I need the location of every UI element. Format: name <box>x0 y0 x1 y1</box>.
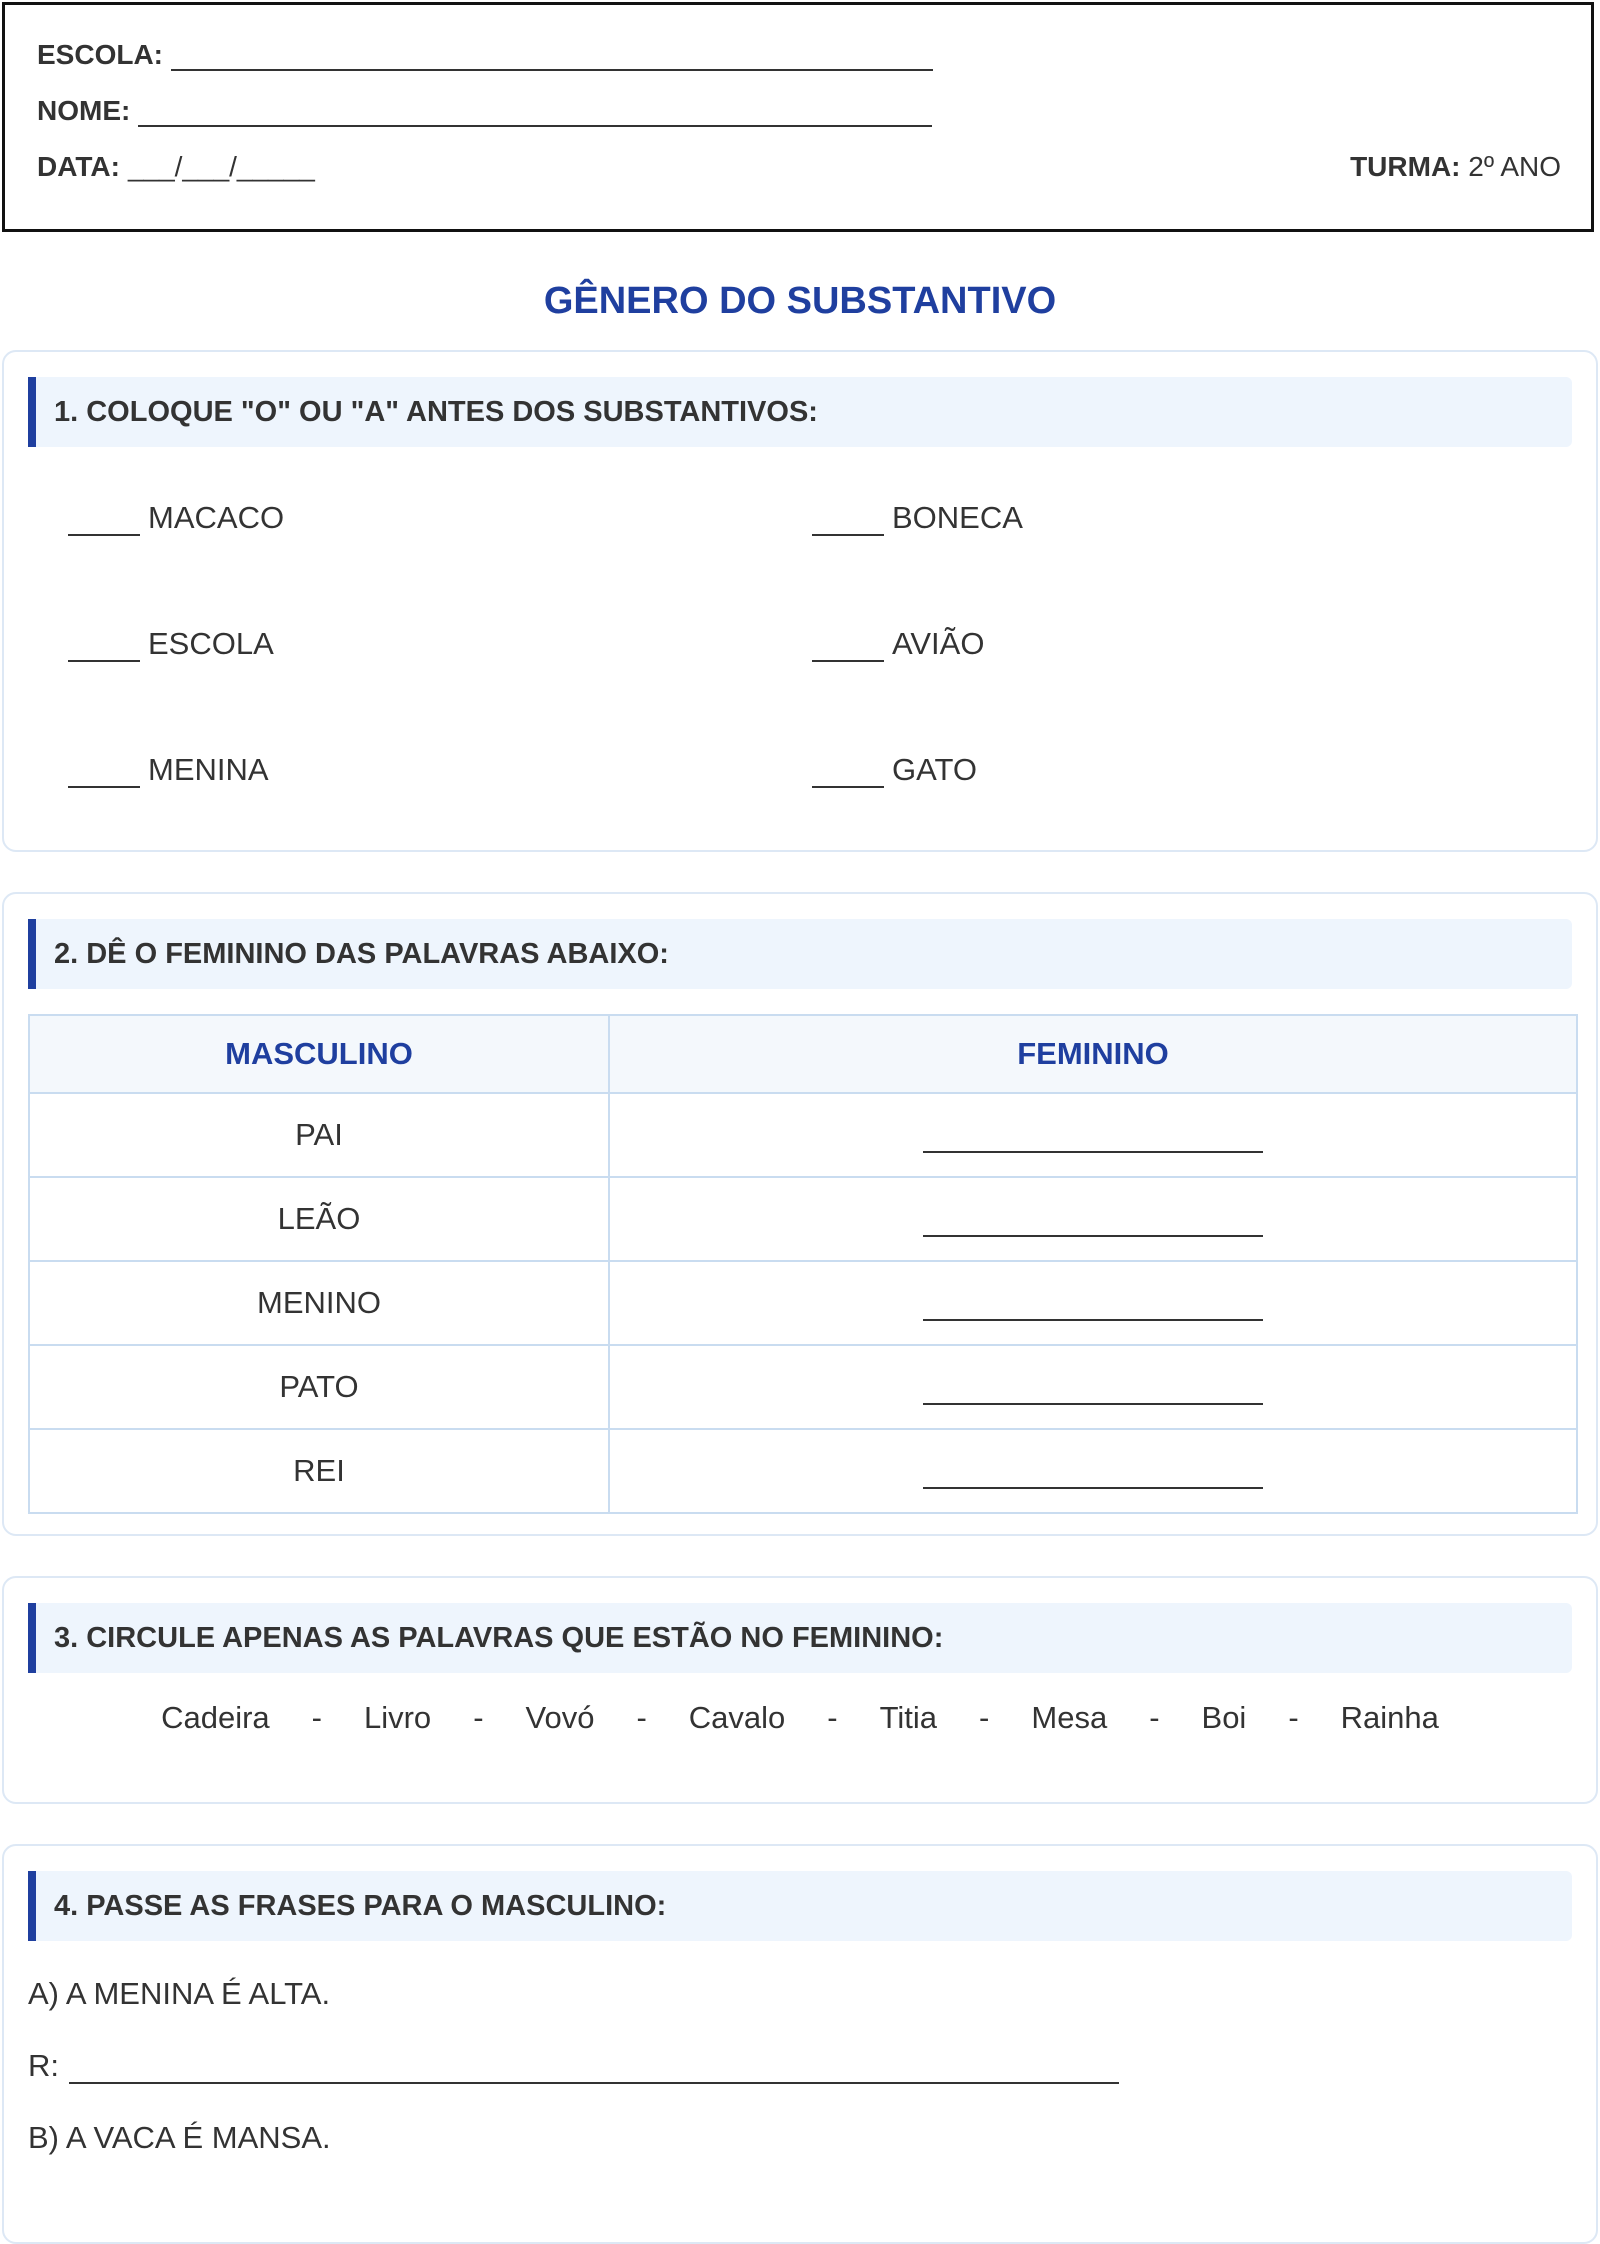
q1-item <box>68 500 284 536</box>
feminine-cell <box>609 1345 1577 1429</box>
word-option[interactable]: Titia <box>879 1700 938 1735</box>
answer-line[interactable] <box>923 1289 1263 1321</box>
word-list <box>4 1700 1596 1736</box>
answer-line[interactable] <box>923 1205 1263 1237</box>
q1-item <box>68 626 274 662</box>
q1-item <box>812 752 977 788</box>
turma-info <box>1350 151 1561 183</box>
column-header-masculino: MASCULINO <box>29 1015 609 1093</box>
word-separator: - <box>311 1700 322 1735</box>
question-1-heading: 1. COLOQUE "O" OU "A" ANTES DOS SUBSTANTIVOS: <box>28 377 1572 447</box>
answer-line[interactable] <box>923 1373 1263 1405</box>
feminine-cell <box>609 1261 1577 1345</box>
data-row <box>37 151 315 183</box>
q1-word: AVIÃO <box>892 626 985 661</box>
column-header-feminino: FEMININO <box>609 1015 1577 1093</box>
feminine-cell <box>609 1093 1577 1177</box>
question-1-card <box>2 350 1598 852</box>
article-blank[interactable] <box>68 754 140 788</box>
answer-label: R: <box>28 2048 59 2083</box>
q1-word: MACACO <box>148 500 285 535</box>
escola-field[interactable] <box>171 39 933 71</box>
word-separator: - <box>473 1700 484 1735</box>
word-option[interactable]: Mesa <box>1031 1700 1108 1735</box>
table-row <box>29 1345 1577 1429</box>
word-option[interactable]: Rainha <box>1340 1700 1439 1735</box>
feminine-cell <box>609 1429 1577 1513</box>
question-4-heading: 4. PASSE AS FRASES PARA O MASCULINO: <box>28 1871 1572 1941</box>
word-option[interactable]: Cavalo <box>688 1700 786 1735</box>
feminine-cell <box>609 1177 1577 1261</box>
article-blank[interactable] <box>812 754 884 788</box>
q1-item <box>812 626 984 662</box>
word-option[interactable]: Vovó <box>525 1700 595 1735</box>
question-3-heading: 3. CIRCULE APENAS AS PALAVRAS QUE ESTÃO NO FEMININO: <box>28 1603 1572 1673</box>
table-row <box>29 1261 1577 1345</box>
masculine-word: PATO <box>29 1345 609 1429</box>
turma-value: 2º ANO <box>1468 151 1561 182</box>
data-field[interactable]: ___/___/_____ <box>127 151 315 182</box>
word-separator: - <box>1149 1700 1160 1735</box>
table-row <box>29 1429 1577 1513</box>
word-separator: - <box>1288 1700 1299 1735</box>
word-option[interactable]: Boi <box>1201 1700 1247 1735</box>
table-row <box>29 1177 1577 1261</box>
masculine-word: MENINO <box>29 1261 609 1345</box>
masculine-word: REI <box>29 1429 609 1513</box>
question-3-card <box>2 1576 1598 1804</box>
masculine-word: LEÃO <box>29 1177 609 1261</box>
question-2-heading: 2. DÊ O FEMININO DAS PALAVRAS ABAIXO: <box>28 919 1572 989</box>
q1-word: MENINA <box>148 752 269 787</box>
word-separator: - <box>979 1700 990 1735</box>
q1-word: BONECA <box>892 500 1023 535</box>
nome-label: NOME: <box>37 95 131 126</box>
escola-row <box>37 39 933 71</box>
answer-row <box>28 2048 1119 2084</box>
word-option[interactable]: Livro <box>363 1700 432 1735</box>
masculine-word: PAI <box>29 1093 609 1177</box>
sentence-b: B) A VACA É MANSA. <box>28 2120 331 2155</box>
answer-line[interactable] <box>69 2050 1119 2084</box>
data-label: DATA: <box>37 151 120 182</box>
table-header-row <box>29 1015 1577 1093</box>
q1-word: GATO <box>892 752 977 787</box>
word-separator: - <box>827 1700 838 1735</box>
article-blank[interactable] <box>812 628 884 662</box>
nome-row <box>37 95 932 127</box>
q1-item <box>68 752 269 788</box>
word-separator: - <box>636 1700 647 1735</box>
turma-label: TURMA: <box>1350 151 1461 182</box>
article-blank[interactable] <box>68 502 140 536</box>
article-blank[interactable] <box>812 502 884 536</box>
gender-table <box>28 1014 1578 1514</box>
table-row <box>29 1093 1577 1177</box>
student-info-box <box>2 2 1594 232</box>
question-4-card <box>2 1844 1598 2244</box>
escola-label: ESCOLA: <box>37 39 163 70</box>
sentence-a: A) A MENINA É ALTA. <box>28 1976 331 2011</box>
answer-line[interactable] <box>923 1457 1263 1489</box>
answer-line[interactable] <box>923 1121 1263 1153</box>
word-option[interactable]: Cadeira <box>161 1700 270 1735</box>
page-title: GÊNERO DO SUBSTANTIVO <box>543 280 1057 322</box>
q1-item <box>812 500 1023 536</box>
q1-word: ESCOLA <box>148 626 274 661</box>
question-2-card <box>2 892 1598 1536</box>
nome-field[interactable] <box>138 95 932 127</box>
article-blank[interactable] <box>68 628 140 662</box>
